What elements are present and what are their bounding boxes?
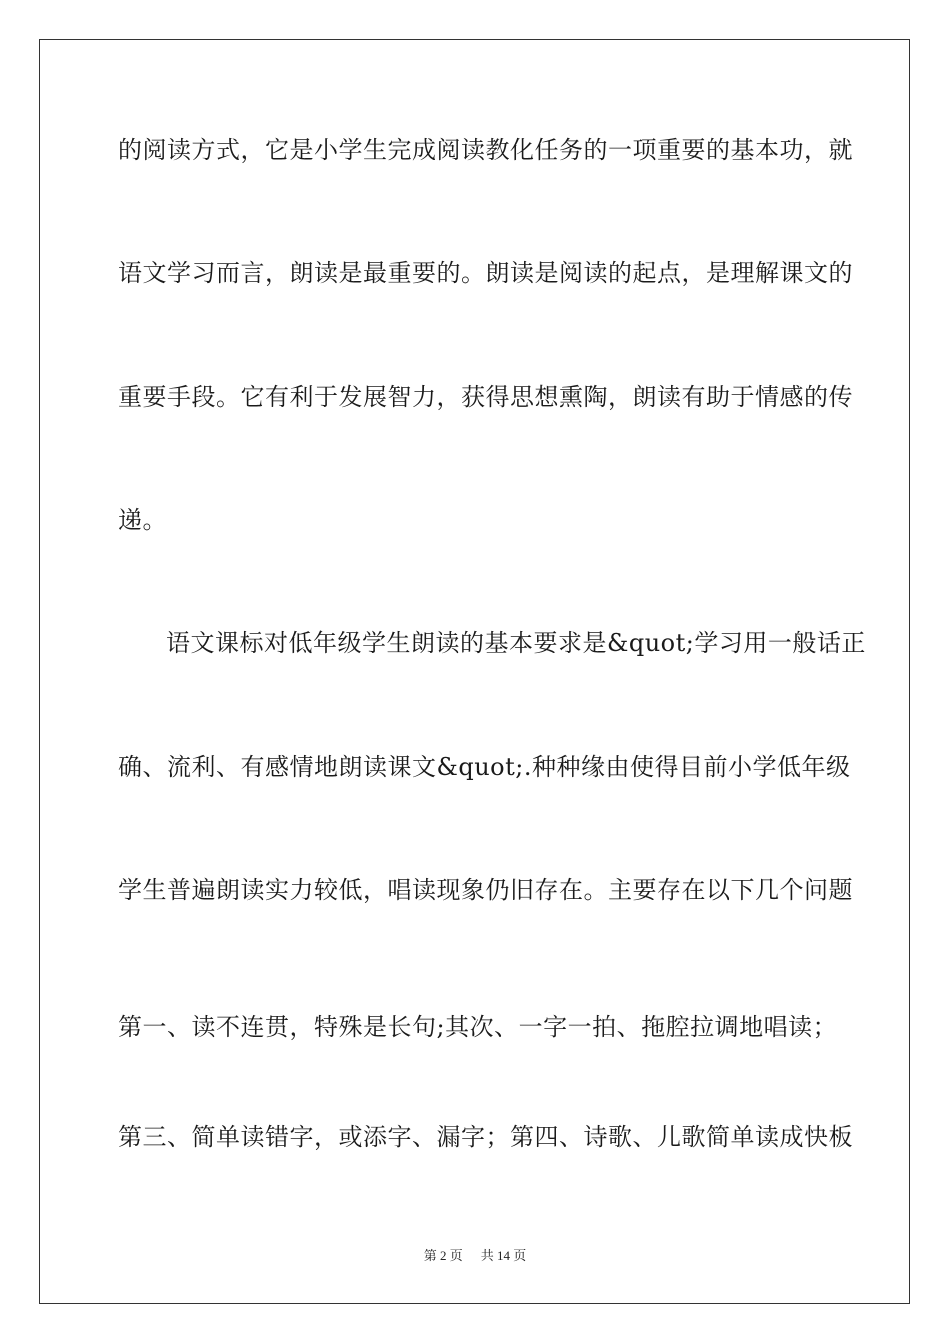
paragraph-line: 的阅读方式，它是小学生完成阅读教化任务的一项重要的基本功，就 [118, 136, 853, 164]
paragraph-line: 语文课标对低年级学生朗读的基本要求是&quot;学习用一般话正 [166, 629, 866, 657]
paragraph-line: 学生普遍朗读实力较低，唱读现象仍旧存在。主要存在以下几个问题 [118, 876, 853, 904]
page-border [39, 39, 910, 1304]
page-number: 第 2 页 [423, 1248, 463, 1263]
paragraph-line: 语文学习而言，朗读是最重要的。朗读是阅读的起点，是理解课文的 [118, 259, 853, 287]
paragraph-line: 重要手段。它有利于发展智力，获得思想熏陶，朗读有助于情感的传 [118, 383, 853, 411]
paragraph-line: 第一、读不连贯，特殊是长句;其次、一字一拍、拖腔拉调地唱读； [118, 1013, 838, 1041]
total-pages: 共 14 页 [480, 1248, 527, 1263]
page-footer [0, 1247, 950, 1265]
paragraph-line: 递。 [118, 506, 167, 534]
paragraph-line: 确、流利、有感情地朗读课文&quot;.种种缘由使得目前小学低年级 [118, 753, 851, 781]
paragraph-line: 第三、简单读错字，或添字、漏字；第四、诗歌、儿歌简单读成快板 [118, 1123, 853, 1151]
